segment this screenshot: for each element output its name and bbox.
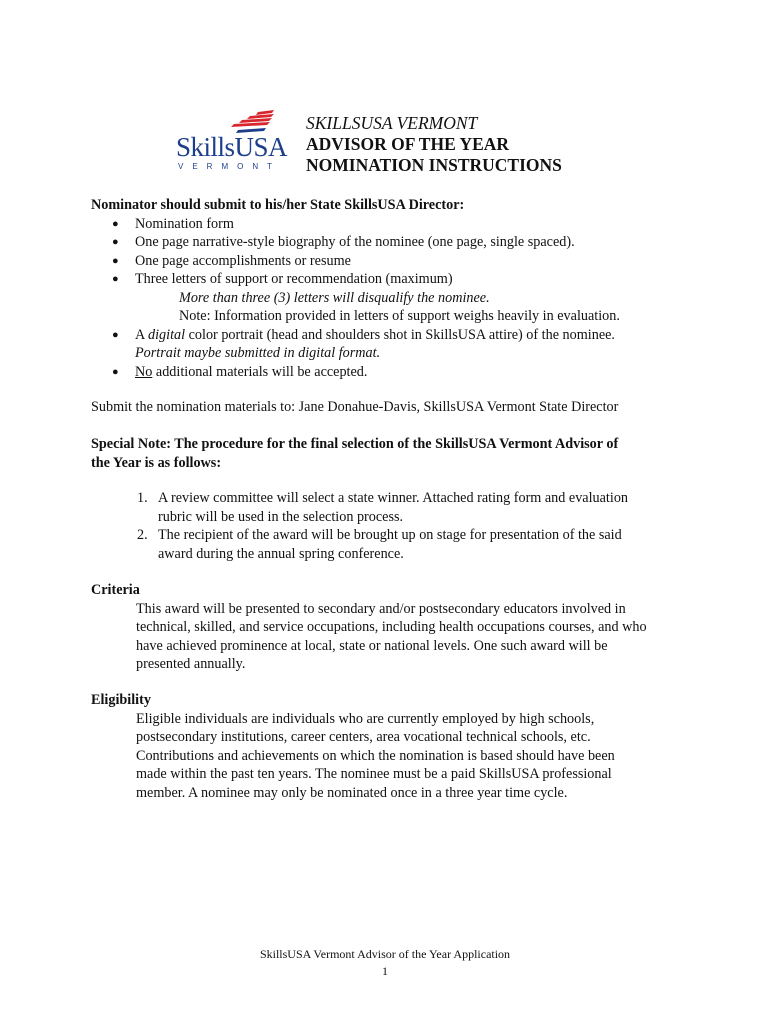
bullet-icon: ● <box>112 328 119 341</box>
list-item: ● One page narrative-style biography of the nominee (one page, single spaced). <box>112 234 575 250</box>
list-item: 2. The recipient of the award will be brought up on stage for presentation of the said award during the annual spring conference. <box>137 527 622 562</box>
bullet-icon: ● <box>112 254 119 267</box>
skillsusa-logo <box>174 110 288 172</box>
special-note-line2: the Year is as follows: <box>91 454 222 471</box>
header-title: NOMINATION INSTRUCTIONS <box>306 155 562 175</box>
page-number: 1 <box>382 964 388 978</box>
list-item: ● Nomination form <box>112 215 234 232</box>
special-note <box>91 435 691 472</box>
nominator-section <box>91 196 691 381</box>
list-item: ● One page accomplishments or resume <box>112 252 351 269</box>
criteria-heading: Criteria <box>91 582 140 598</box>
eligibility-text: Eligible individuals are individuals who are currently employed by high schools, postsecondary institutions, career centers, area vocational technical schools, etc. Contributions and achievements on which the nomination is based should have been made within the past ten years. The nominee must be a paid SkillsUSA professional member. A nominee may only be nominated once in a three year time cycle. <box>136 710 615 801</box>
bullet-icon: ● <box>112 236 119 248</box>
portrait-note: Portrait maybe submitted in digital format. <box>135 345 381 361</box>
logo-wordmark: SkillsUSA <box>176 132 288 162</box>
criteria-text: This award will be presented to secondary and/or postsecondary educators involved in technical, skilled, and service occupations, including health occupations courses, and who have achieved prominence at local, state or national levels. One such award will be presented annually. <box>136 600 647 672</box>
eligibility-heading: Eligibility <box>91 692 151 708</box>
logo-subtitle: VERMONT <box>178 162 281 171</box>
list-item: ● Three letters of support or recommendation (maximum) <box>112 271 453 287</box>
list-item: ● A digital color portrait (head and shoulders shot in SkillsUSA attire) of the nominee. <box>112 326 615 343</box>
eligibility-section <box>91 691 691 802</box>
letters-limit-note: More than three (3) letters will disqualify the nominee. <box>179 289 490 306</box>
list-item: ● No additional materials will be accepted. <box>112 363 368 380</box>
bullet-icon: ● <box>112 217 119 230</box>
bullet-icon: ● <box>112 365 119 378</box>
nominator-list <box>91 215 691 289</box>
document-header <box>306 113 562 176</box>
header-award: ADVISOR OF THE YEAR <box>306 134 510 154</box>
nominator-list-cont <box>91 326 691 345</box>
footer-title: SkillsUSA Vermont Advisor of the Year Application <box>259 947 511 961</box>
special-note-line1: Special Note: The procedure for the final selection of the SkillsUSA Vermont Advisor of <box>91 436 619 452</box>
criteria-section <box>91 581 691 674</box>
nominator-heading: Nominator should submit to his/her State SkillsUSA Director: <box>91 197 465 213</box>
header-org: SKILLSUSA VERMONT <box>306 113 478 133</box>
list-item: 1. A review committee will select a state winner. Attached rating form and evaluation rubric will be used in the selection process. <box>137 490 629 525</box>
nominator-list-end <box>91 363 691 382</box>
submit-line: Submit the nomination materials to: Jane Donahue-Davis, SkillsUSA Vermont State Director <box>91 399 619 415</box>
procedure-list <box>91 489 691 563</box>
bullet-icon: ● <box>112 273 119 285</box>
letters-weight-note: Note: Information provided in letters of support weighs heavily in evaluation. <box>179 308 620 324</box>
